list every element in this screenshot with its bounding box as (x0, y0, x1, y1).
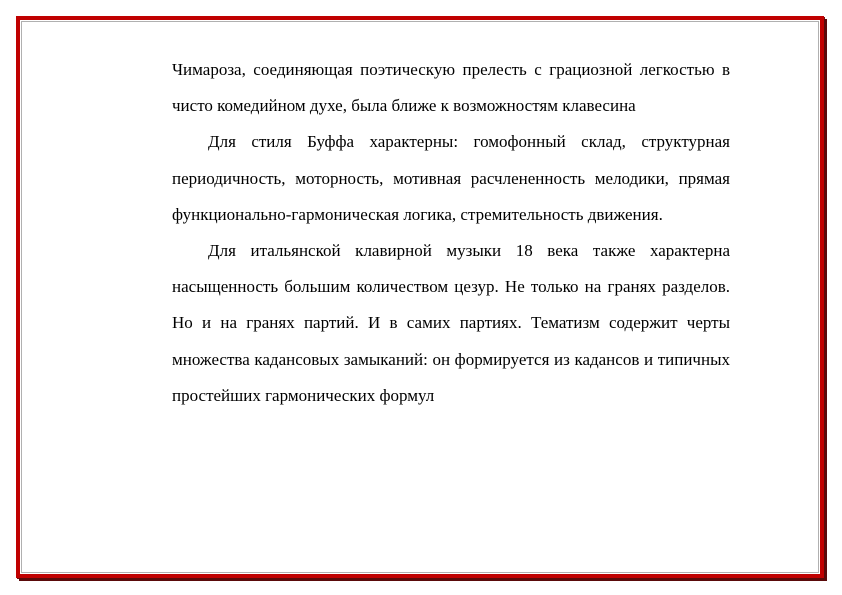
paragraph-3: Для итальянской клавирной музыки 18 века также характерна насыщенность большим количеством цезур. Не только на гранях разделов. Но и на гранях партий. И в самих партиях. Тематизм содержит черты множества кадансовых замыканий: он формируется из кадансов и типичных простейших гармонических формул (172, 241, 730, 405)
paragraph-2: Для стиля Буффа характерны: гомофонный склад, структурная периодичность, моторность, мотивная расчлененность мелодики, прямая функционально-гармоническая логика, стремительность движения. (172, 132, 730, 224)
paragraph-1: Чимароза, соединяющая поэтическую прелесть с грациозной легкостью в чисто комедийном духе, была ближе к возможностям клавесина (172, 60, 730, 116)
text-block (172, 52, 730, 414)
